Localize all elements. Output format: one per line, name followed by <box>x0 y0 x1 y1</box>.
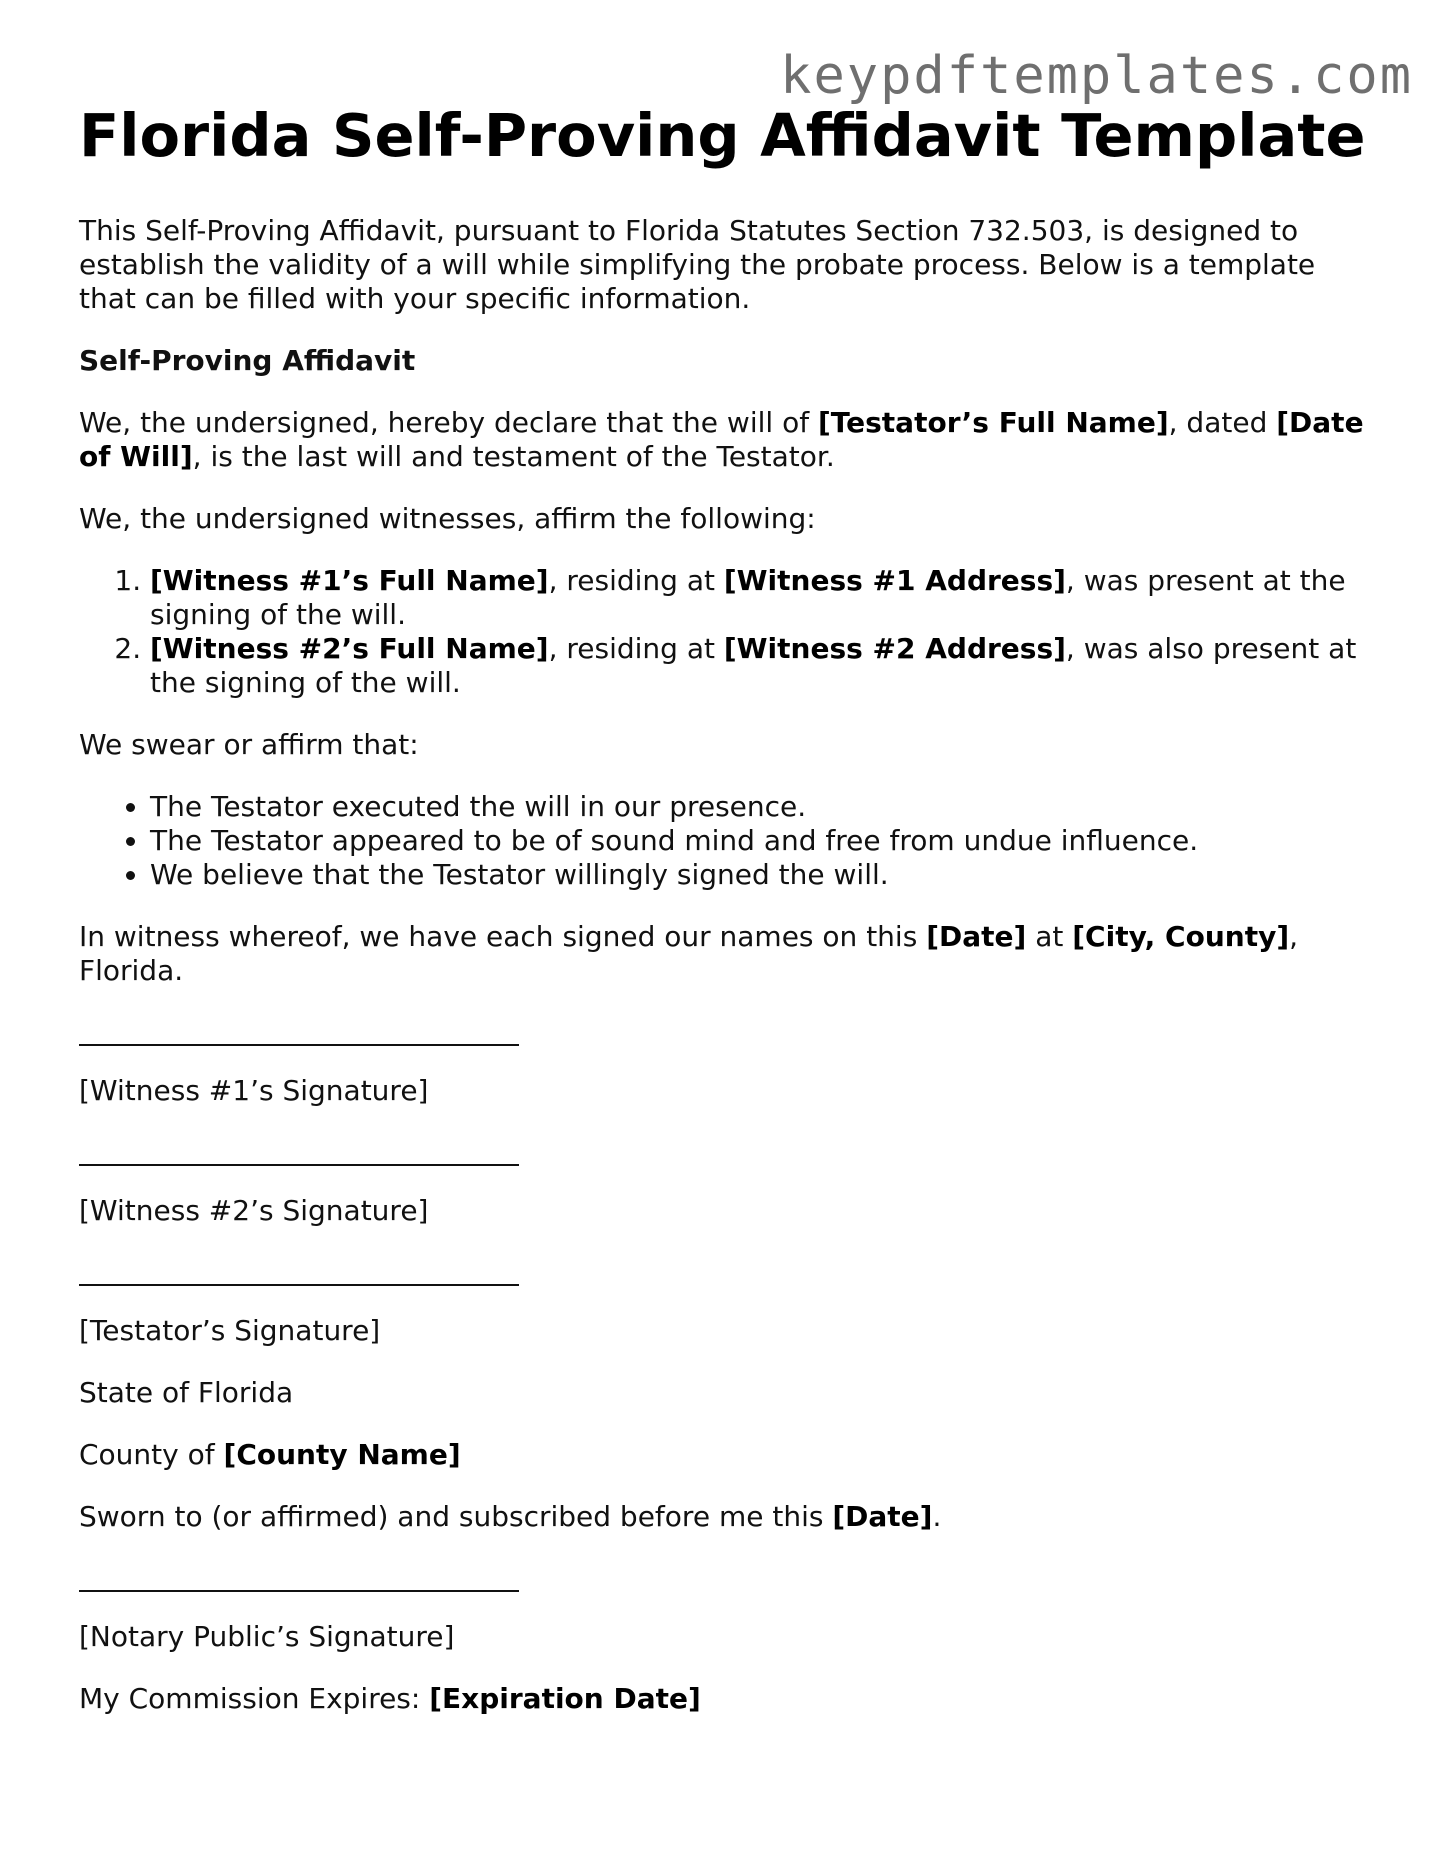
affirmation-item: • The Testator appeared to be of sound mind and free from undue influence. <box>150 824 1379 858</box>
testator-signature-line <box>79 1284 519 1286</box>
witness-list <box>79 564 1379 700</box>
testator-signature-label: [Testator’s Signature] <box>79 1314 381 1347</box>
commission-line <box>79 1682 1379 1716</box>
witness-name-placeholder: [Witness #1’s Full Name] <box>150 564 549 597</box>
whereof-text: at <box>1026 920 1073 953</box>
testator-name-placeholder: [Testator’s Full Name] <box>817 406 1169 439</box>
witness-text: , was present at the signing of the will. <box>150 564 1346 631</box>
whereof-text: In witness whereof, we have each signed our names on this <box>79 920 927 953</box>
affirmation-list <box>79 790 1379 892</box>
whereof-paragraph <box>79 920 1379 988</box>
section-heading: Self-Proving Affidavit <box>79 344 416 377</box>
county-line <box>79 1438 1379 1472</box>
expiration-date-placeholder: [Expiration Date] <box>429 1682 701 1715</box>
witness-address-placeholder: [Witness #2 Address] <box>723 632 1066 665</box>
declaration-text: , dated <box>1168 406 1277 439</box>
will-date-placeholder: [Date of Will] <box>79 406 1364 473</box>
whereof-text: , Florida. <box>79 920 1299 987</box>
affirmation-item: • We believe that the Testator willingly signed the will. <box>150 858 1379 892</box>
witness1-signature-line <box>79 1044 519 1046</box>
witness-item <box>150 632 1379 700</box>
document-title: Florida Self-Proving Affidavit Template <box>79 101 1366 170</box>
witness-text: , residing at <box>548 632 724 665</box>
declaration-paragraph <box>79 406 1379 474</box>
notary-signature-line <box>79 1590 519 1592</box>
document-body <box>79 100 1379 1744</box>
witness2-signature-line <box>79 1164 519 1166</box>
affirmation-item: • The Testator executed the will in our presence. <box>150 790 1379 824</box>
watermark: keypdftemplates.com <box>780 46 1413 106</box>
witness-intro: We, the undersigned witnesses, affirm the following: <box>79 502 816 535</box>
county-label: County of <box>79 1438 224 1471</box>
date-placeholder: [Date] <box>926 920 1027 953</box>
witness-item <box>150 564 1379 632</box>
place-placeholder: [City, County] <box>1072 920 1290 953</box>
witness1-signature-label: [Witness #1’s Signature] <box>79 1074 429 1107</box>
declaration-text: We, the undersigned, hereby declare that the will of <box>79 406 818 439</box>
county-name-placeholder: [County Name] <box>223 1438 461 1471</box>
witness-text: , residing at <box>548 564 724 597</box>
sworn-text: . <box>932 1500 942 1533</box>
declaration-text: , is the last will and testament of the Testator. <box>192 440 835 473</box>
witness2-signature-label: [Witness #2’s Signature] <box>79 1194 429 1227</box>
witness-text: , was also present at the signing of the will. <box>150 632 1357 699</box>
sworn-text: Sworn to (or affirmed) and subscribed before me this <box>79 1500 833 1533</box>
sworn-date-placeholder: [Date] <box>832 1500 933 1533</box>
intro-paragraph: This Self-Proving Affidavit, pursuant to Florida Statutes Section 732.503, is designed to establish the validity of a will while simplifying the probate process. Below is a template that can be filled with your specific information. <box>79 214 1316 315</box>
notary-signature-label: [Notary Public’s Signature] <box>79 1620 455 1653</box>
swear-intro: We swear or affirm that: <box>79 728 419 761</box>
state-line: State of Florida <box>79 1376 294 1409</box>
sworn-line <box>79 1500 1379 1534</box>
commission-label: My Commission Expires: <box>79 1682 430 1715</box>
witness-address-placeholder: [Witness #1 Address] <box>723 564 1066 597</box>
witness-name-placeholder: [Witness #2’s Full Name] <box>150 632 549 665</box>
